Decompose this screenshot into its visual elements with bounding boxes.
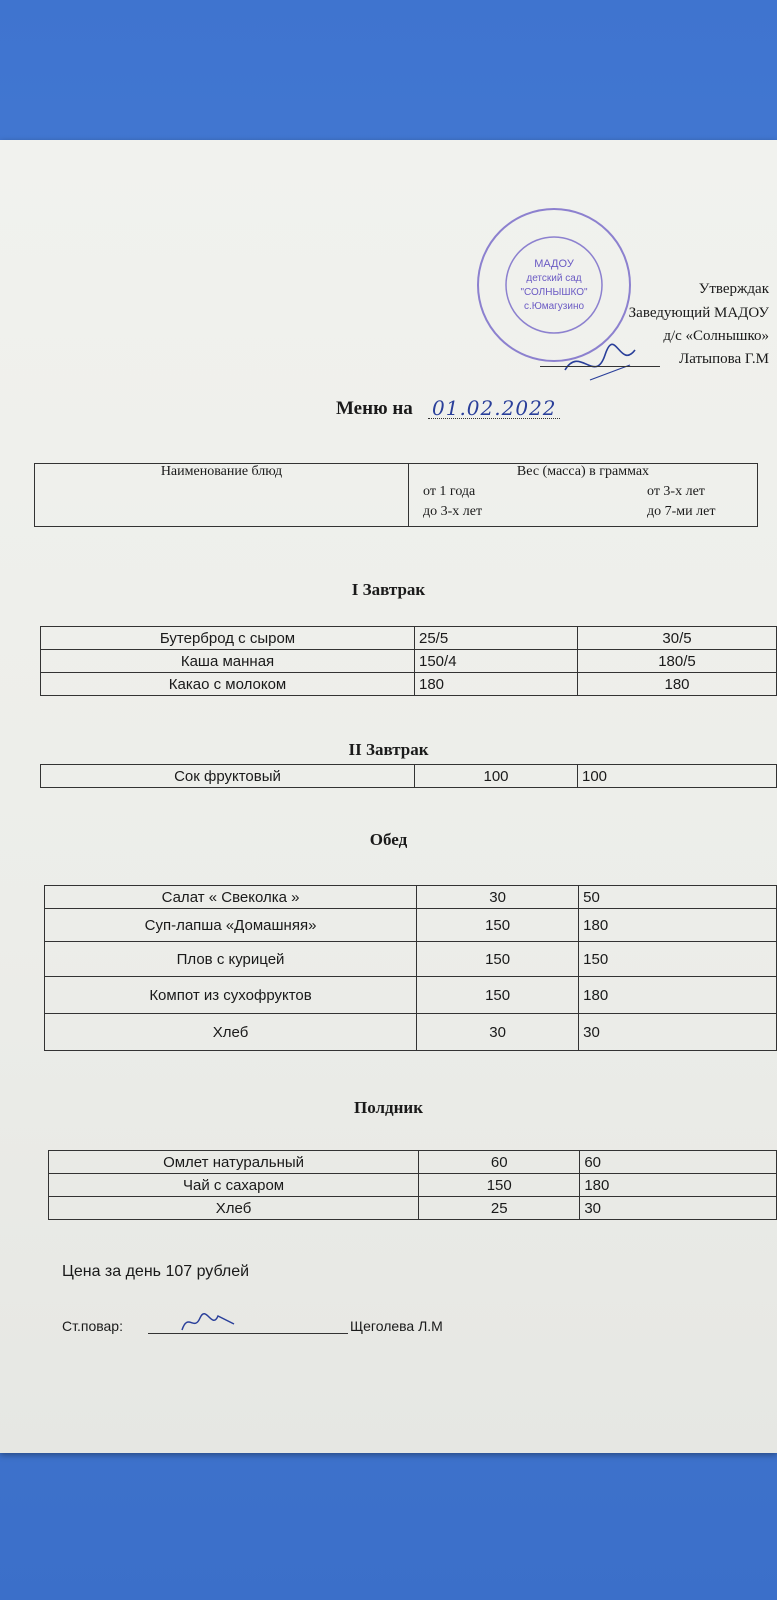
header-group1-a: от 1 года — [423, 484, 476, 499]
dish-weight-large: 180/5 — [578, 650, 777, 673]
dish-name: Суп-лапша «Домашняя» — [45, 909, 417, 942]
menu-sheet — [0, 140, 777, 1453]
table-row — [45, 909, 777, 942]
dish-name: Чай с сахаром — [49, 1174, 419, 1197]
dish-name: Каша манная — [41, 650, 415, 673]
stamp-line-4: с.Юмагузино — [523, 301, 585, 312]
signature-line — [540, 366, 660, 367]
cook-name: Щеголева Л.М — [350, 1318, 443, 1334]
approval-line-4: Латыпова Г.М — [679, 351, 769, 367]
dish-weight-large: 60 — [580, 1151, 777, 1174]
header-name-cell — [35, 464, 409, 527]
header-name: Наименование блюд — [160, 464, 283, 479]
menu-date: 01.02.2022 — [432, 396, 557, 420]
section-title-breakfast1: I Завтрак — [351, 580, 426, 599]
dish-weight-small: 25 — [419, 1197, 580, 1220]
dish-weight-large: 100 — [578, 765, 777, 788]
table-row — [41, 627, 777, 650]
header-weight: Вес (масса) в граммах — [516, 464, 650, 479]
dish-weight-small: 150 — [417, 909, 579, 942]
dish-weight-large: 180 — [578, 673, 777, 696]
dish-weight-large: 180 — [580, 1174, 777, 1197]
approval-line-2: Заведующий МАДОУ — [628, 305, 769, 321]
page-title: Меню на — [336, 398, 413, 419]
dish-name: Сок фруктовый — [41, 765, 415, 788]
dish-weight-large: 30/5 — [578, 627, 777, 650]
dish-name: Какао с молоком — [41, 673, 415, 696]
snack-table — [48, 1150, 777, 1220]
dish-weight-small: 150 — [419, 1174, 580, 1197]
date-underline — [428, 418, 560, 419]
dish-weight-small: 150/4 — [415, 650, 578, 673]
cook-signature — [178, 1310, 238, 1336]
header-table — [34, 463, 758, 527]
dish-weight-large: 30 — [580, 1197, 777, 1220]
cook-label: Ст.повар: — [62, 1318, 123, 1334]
stamp-line-1: МАДОУ — [534, 258, 574, 270]
breakfast2-table — [40, 764, 777, 788]
dish-name: Омлет натуральный — [49, 1151, 419, 1174]
section-title-snack: Полдник — [353, 1098, 424, 1117]
dish-weight-small: 180 — [415, 673, 578, 696]
table-row — [41, 650, 777, 673]
table-row — [49, 1197, 777, 1220]
dish-weight-large: 150 — [579, 942, 777, 977]
dish-weight-small: 100 — [415, 765, 578, 788]
dish-name: Хлеб — [45, 1014, 417, 1051]
dish-weight-small: 150 — [417, 942, 579, 977]
table-row — [41, 765, 777, 788]
approval-line-3: д/с «Солнышко» — [663, 328, 769, 344]
dish-name: Бутерброд с сыром — [41, 627, 415, 650]
dish-name: Плов с курицей — [45, 942, 417, 977]
dish-weight-large: 180 — [579, 909, 777, 942]
director-signature — [560, 340, 640, 390]
table-row — [45, 1014, 777, 1051]
dish-weight-large: 180 — [579, 977, 777, 1014]
table-row — [45, 977, 777, 1014]
dish-weight-large: 30 — [579, 1014, 777, 1051]
header-group2-a: от 3-х лет — [647, 484, 705, 499]
section-title-breakfast2: II Завтрак — [348, 740, 429, 759]
table-row — [49, 1174, 777, 1197]
header-group1-b: до 3-х лет — [423, 504, 483, 519]
stamp-line-2: детский сад — [526, 273, 582, 284]
dish-name: Салат « Свеколка » — [45, 886, 417, 909]
stamp-line-3: "СОЛНЫШКО" — [520, 287, 588, 298]
table-row — [41, 673, 777, 696]
header-group2-b: до 7-ми лет — [647, 504, 716, 519]
dish-weight-small: 30 — [417, 1014, 579, 1051]
header-weight-cell — [409, 464, 758, 527]
dish-weight-small: 150 — [417, 977, 579, 1014]
dish-weight-small: 30 — [417, 886, 579, 909]
table-row — [45, 942, 777, 977]
table-row — [45, 886, 777, 909]
section-title-lunch: Обед — [369, 830, 408, 849]
dish-weight-small: 60 — [419, 1151, 580, 1174]
dish-name: Хлеб — [49, 1197, 419, 1220]
dish-name: Компот из сухофруктов — [45, 977, 417, 1014]
approval-line-1: Утверждак — [698, 281, 769, 297]
dish-weight-small: 25/5 — [415, 627, 578, 650]
breakfast1-table — [40, 626, 777, 696]
daily-price: Цена за день 107 рублей — [62, 1263, 250, 1280]
lunch-table — [44, 885, 777, 1051]
table-row — [49, 1151, 777, 1174]
dish-weight-large: 50 — [579, 886, 777, 909]
